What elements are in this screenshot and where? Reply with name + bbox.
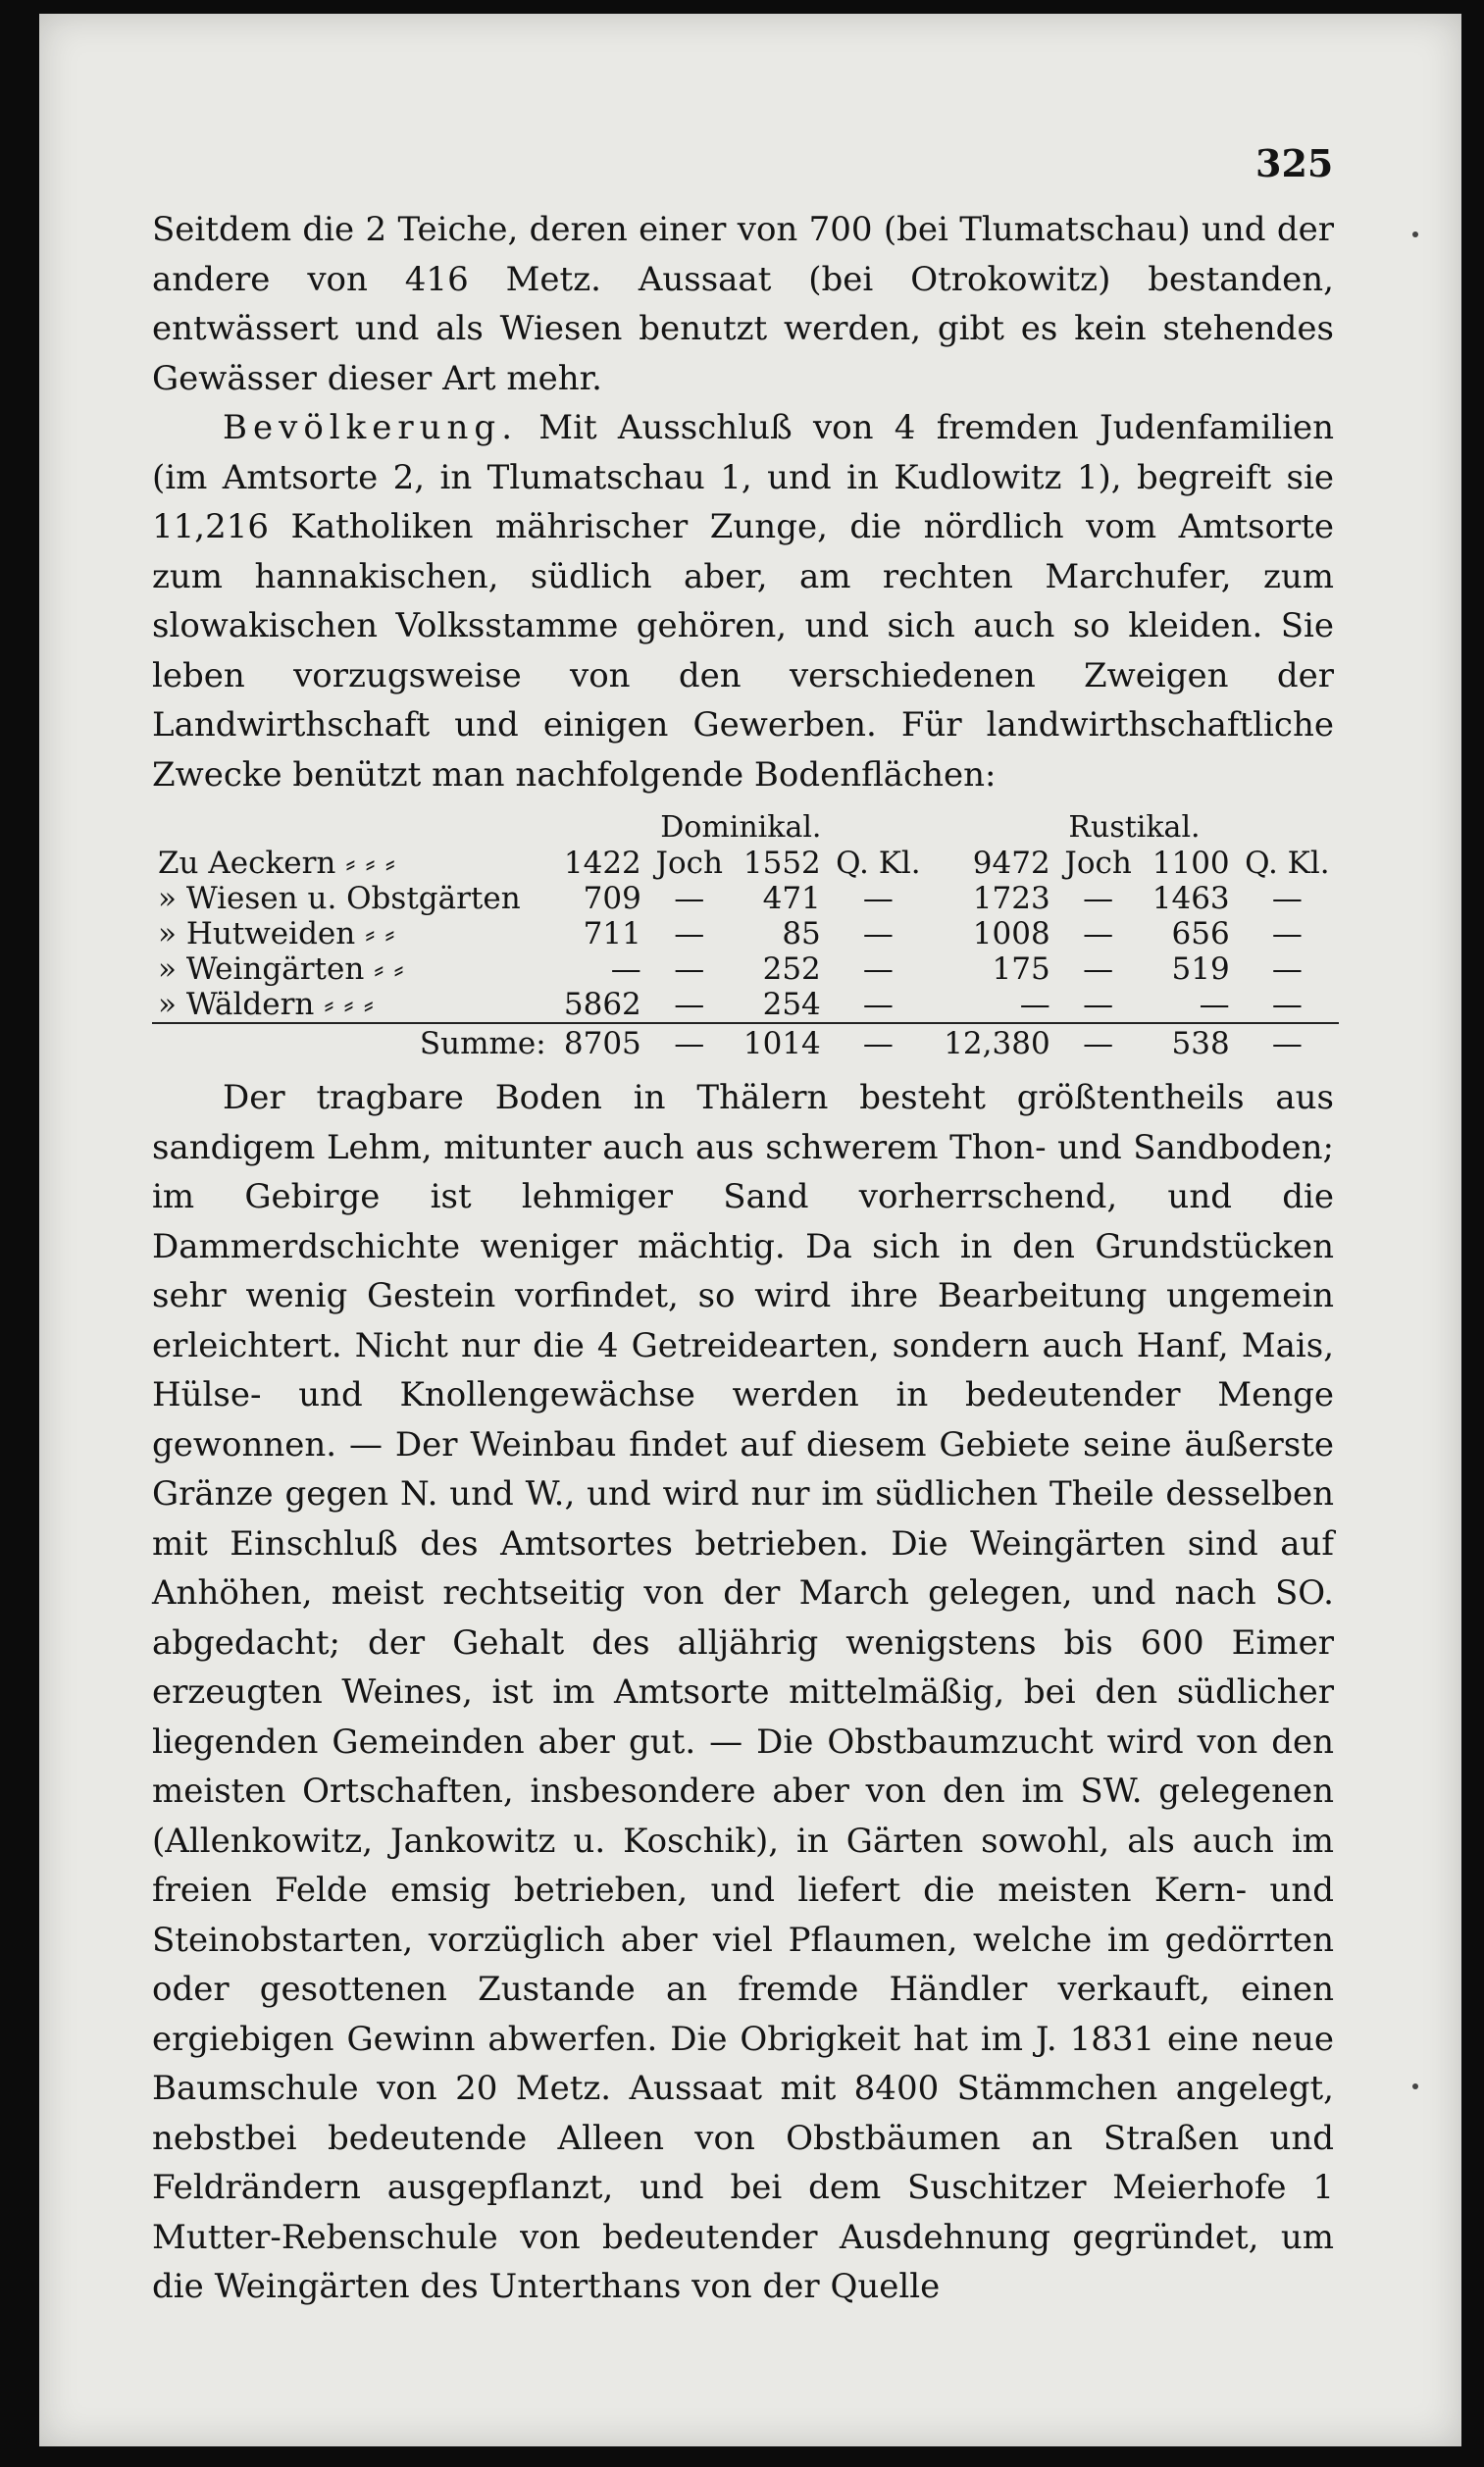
cell: 1463 xyxy=(1151,881,1230,916)
table-header-row xyxy=(152,808,1339,846)
cell: 175 xyxy=(992,951,1050,987)
cell: Q. Kl. xyxy=(1245,846,1330,881)
cell: 1100 xyxy=(1151,846,1230,881)
row-label: » Wäldern ⸗ ⸗ ⸗ xyxy=(158,987,374,1022)
cell: 254 xyxy=(762,987,821,1022)
population-paragraph xyxy=(152,403,1334,799)
margin-speck xyxy=(1412,231,1418,237)
cell: Joch xyxy=(1064,846,1132,881)
cell: — xyxy=(862,916,894,951)
header-dominikal: Dominikal. xyxy=(660,809,822,845)
header-rustikal: Rustikal. xyxy=(1068,809,1201,845)
cell: — xyxy=(1199,987,1230,1022)
cell: — xyxy=(647,1023,732,1063)
upper-text-block xyxy=(152,205,1334,799)
table-sum-row xyxy=(152,1023,1339,1063)
cell: — xyxy=(1083,951,1114,987)
cell: — xyxy=(1019,987,1050,1022)
intro-paragraph: Seitdem die 2 Teiche, deren einer von 700 (bei Tlumatschau) und der andere von 416 Metz. Aussaat (bei Otrokowitz) bestanden, entwässert und als Wiesen benutzt werden, gibt es kein stehendes Gewässer dieser Art mehr. xyxy=(152,210,1334,398)
cell: 12,380 xyxy=(930,1023,1056,1063)
cell: — xyxy=(674,881,705,916)
page-number: 325 xyxy=(1255,141,1334,185)
table-row xyxy=(152,916,1339,951)
cell: 252 xyxy=(762,951,821,987)
table-row xyxy=(152,951,1339,987)
cell: — xyxy=(674,916,705,951)
cell: — xyxy=(862,951,894,987)
cell: 519 xyxy=(1171,951,1230,987)
cell: — xyxy=(1271,881,1303,916)
cell: — xyxy=(862,881,894,916)
cell: — xyxy=(674,951,705,987)
land-area-table xyxy=(152,808,1339,1063)
row-label: Zu Aeckern ⸗ ⸗ ⸗ xyxy=(158,846,395,881)
cell: 9472 xyxy=(972,846,1050,881)
cell: 5862 xyxy=(563,987,641,1022)
soil-paragraph: Der tragbare Boden in Thälern besteht größtentheils aus sandigem Lehm, mitunter auch aus schwerem Thon- und Sandboden; im Gebirge ist lehmiger Sand vorherrschend, und die Dammerdschichte weniger mächtig. Da sich in den Grundstücken sehr wenig Gestein vorfindet, so wird ihre Bearbeitung ungemein erleichtert. Nicht nur die 4 Getreidearten, sondern auch Hanf, Mais, Hülse- und Knollengewächse werden in bedeutender Menge gewonnen. — Der Weinbau findet auf diesem Gebiete seine äußerste Gränze gegen N. und W., und wird nur im südlichen Theile desselben mit Einschluß des Amtsortes betrieben. Die Weingärten sind auf Anhöhen, meist rechtseitig von der March gelegen, und nach SO. abgedacht; der Gehalt des alljährig wenigstens bis 600 Eimer erzeugten Weines, ist im Amtsorte mittelmäßig, bei den südlicher liegenden Gemeinden aber gut. — Die Obstbaumzucht wird von den meisten Ortschaften, insbesondere aber von den im SW. gelegenen (Allenkowitz, Jankowitz u. Koschik), in Gärten sowohl, als auch im freien Felde emsig betrieben, und liefert die meisten Kern- und Steinobstarten, vorzüglich aber viel Pflaumen, welche im gedörrten oder gesottenen Zustande an fremde Händler verkauft, einen ergiebigen Gewinn abwerfen. Die Obrigkeit hat im J. 1831 eine neue Baumschule von 20 Metz. Aussaat mit 8400 Stämmchen angelegt, nebstbei bedeutende Alleen von Obstbäumen an Straßen und Feldrändern ausgepflanzt, und bei dem Suschitzer Meierhofe 1 Mutter-Rebenschule von bedeutender Ausdehnung gegründet, um die Weingärten des Unterthans von der Quelle xyxy=(152,1078,1334,2306)
cell: 8705 xyxy=(552,1023,647,1063)
cell: — xyxy=(1083,987,1114,1022)
cell: — xyxy=(1083,916,1114,951)
cell: — xyxy=(1056,1023,1141,1063)
row-label: » Hutweiden ⸗ ⸗ xyxy=(158,916,395,951)
margin-speck xyxy=(1412,2083,1418,2089)
cell: 709 xyxy=(583,881,641,916)
cell: — xyxy=(1271,951,1303,987)
cell: — xyxy=(1083,881,1114,916)
cell: — xyxy=(1271,987,1303,1022)
cell: 1723 xyxy=(972,881,1050,916)
table-row xyxy=(152,881,1339,916)
cell: 471 xyxy=(762,881,821,916)
cell: — xyxy=(1271,916,1303,951)
row-label: » Weingärten ⸗ ⸗ xyxy=(158,951,404,987)
cell: Q. Kl. xyxy=(836,846,921,881)
book-page xyxy=(39,14,1461,2446)
population-heading: Bevölkerung. xyxy=(223,408,519,447)
cell: — xyxy=(610,951,641,987)
cell: 538 xyxy=(1141,1023,1236,1063)
cell: 656 xyxy=(1171,916,1230,951)
cell: — xyxy=(1236,1023,1339,1063)
cell: 1422 xyxy=(563,846,641,881)
row-label: » Wiesen u. Obstgärten xyxy=(158,881,521,916)
cell: — xyxy=(674,987,705,1022)
cell: 1008 xyxy=(972,916,1050,951)
cell: 85 xyxy=(782,916,821,951)
sum-label: Summe: xyxy=(152,1023,552,1063)
cell: 711 xyxy=(583,916,641,951)
cell: — xyxy=(827,1023,930,1063)
table-row xyxy=(152,987,1339,1023)
cell: — xyxy=(862,987,894,1022)
table-row xyxy=(152,846,1339,881)
cell: Joch xyxy=(655,846,723,881)
cell: 1552 xyxy=(742,846,821,881)
cell: 1014 xyxy=(732,1023,827,1063)
population-text: Mit Ausschluß von 4 fremden Judenfamilien (im Amtsorte 2, in Tlumatschau 1, und in Kudlowitz 1), begreift sie 11,216 Katholiken mährischer Zunge, die nördlich vom Amtsorte zum hannakischen, südlich aber, am rechten Marchufer, zum slowakischen Volksstamme gehören, und sich auch so kleiden. Sie leben vorzugsweise von den verschiedenen Zweigen der Landwirthschaft und einigen Gewerben. Für landwirthschaftliche Zwecke benützt man nachfolgende Bodenflächen: xyxy=(152,408,1334,795)
lower-text-block xyxy=(152,1073,1334,2312)
